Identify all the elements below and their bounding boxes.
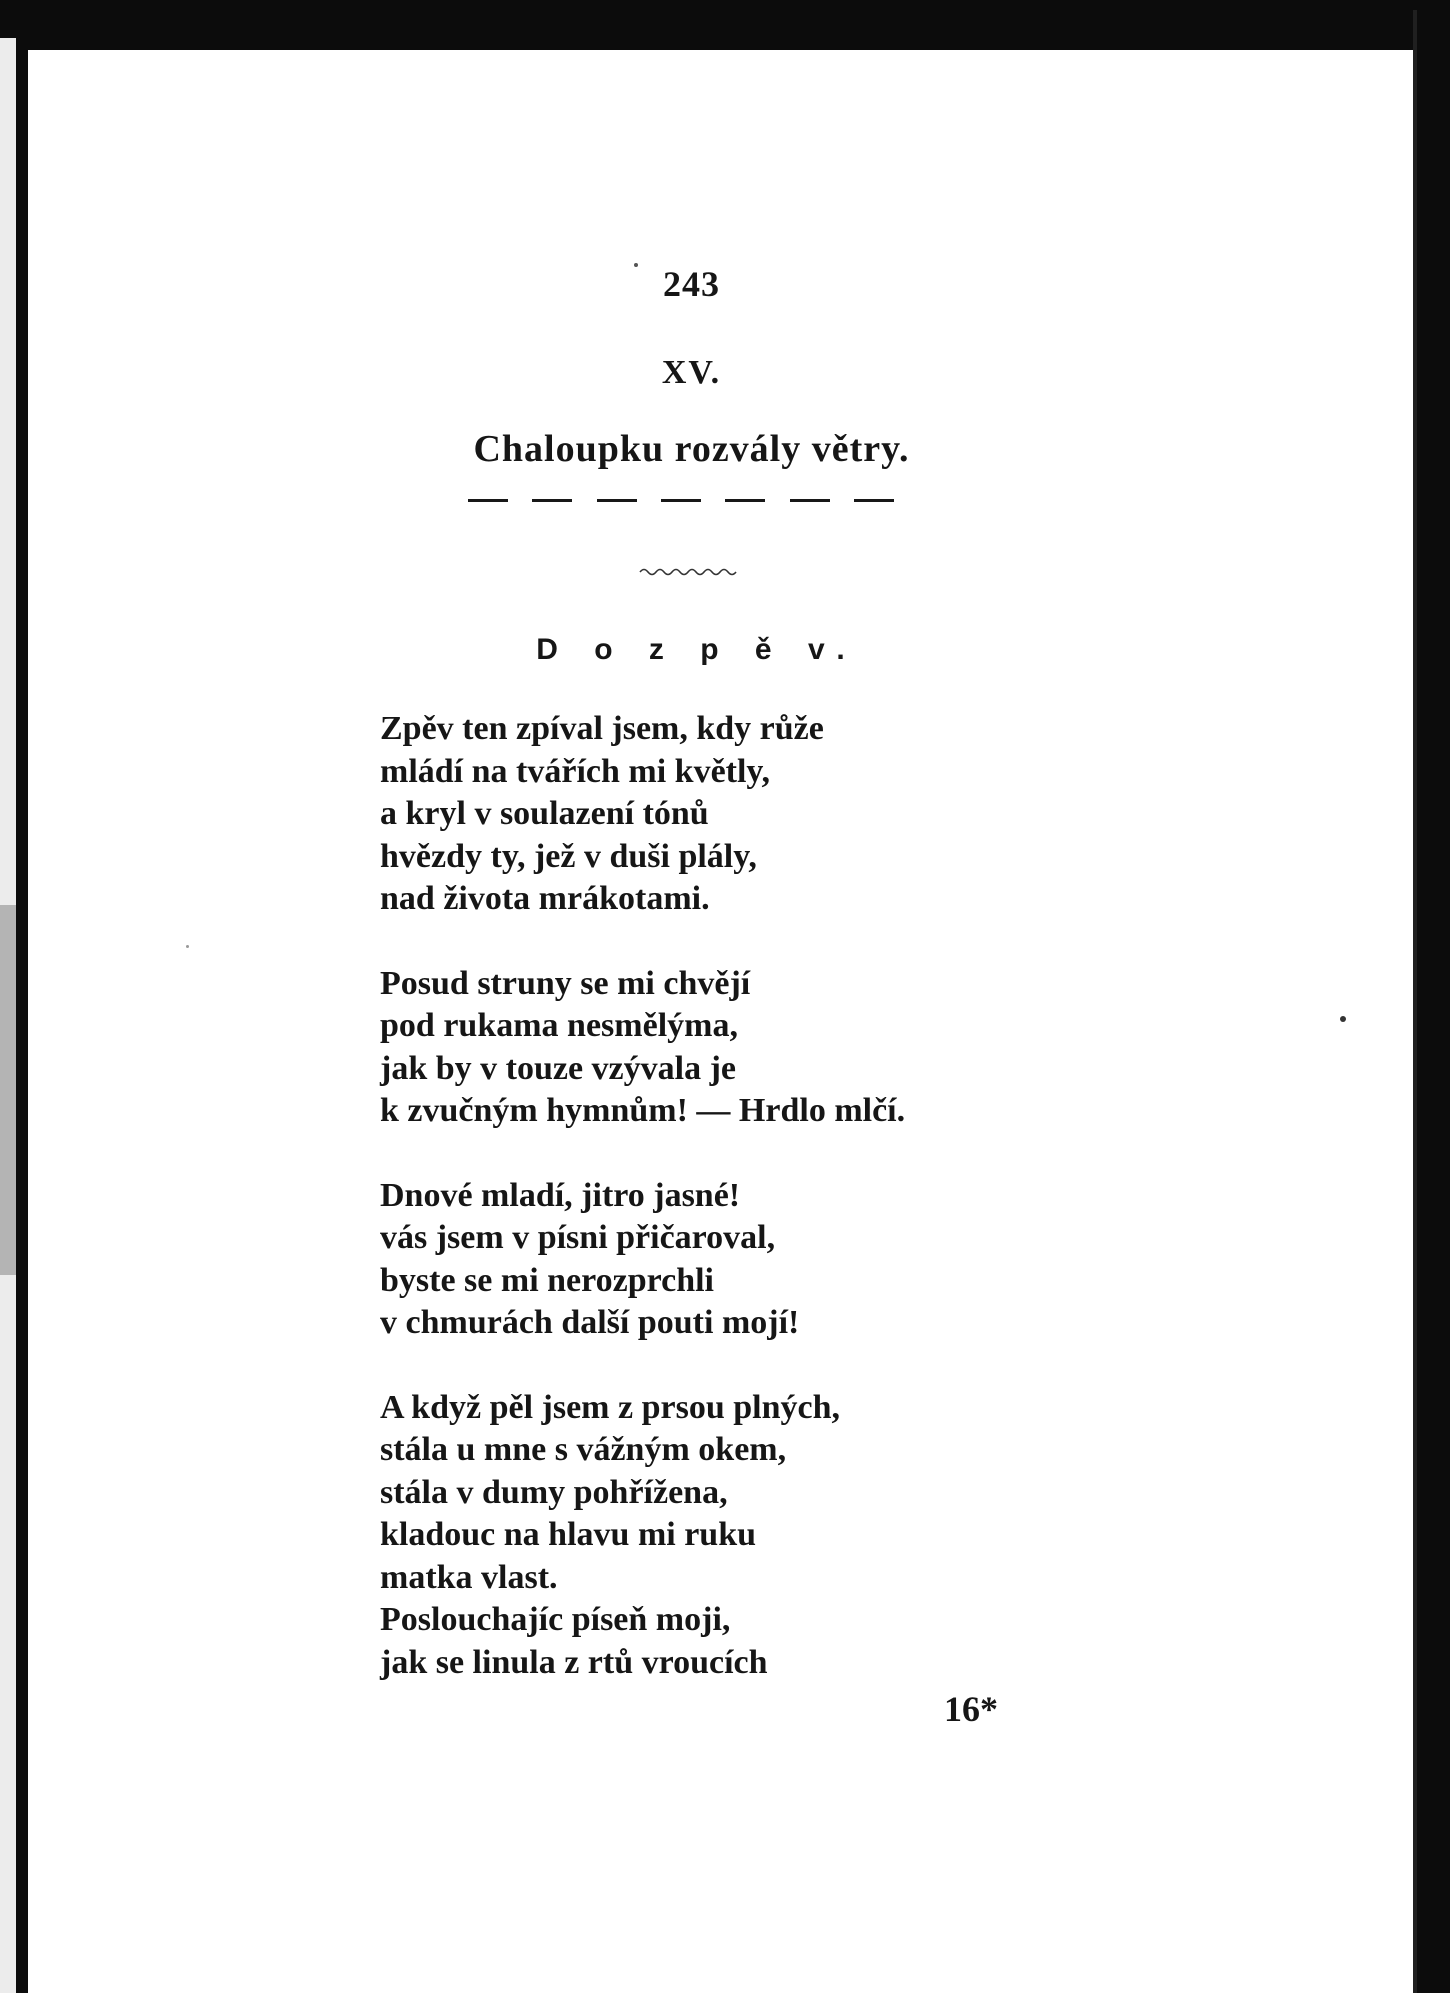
verse-line: vás jsem v písni přičaroval, <box>380 1219 776 1256</box>
verse-line: pod rukama nesmělýma, <box>380 1007 738 1044</box>
verse-line: Dnové mladí, jitro jasné! <box>380 1176 741 1214</box>
rule-dash <box>790 499 830 502</box>
stanza <box>380 708 905 921</box>
verse-line: Zpěv ten zpíval jsem, kdy růže <box>380 710 824 747</box>
signature-mark: 16* <box>944 1689 998 1729</box>
verse-line: matka vlast. <box>380 1558 558 1596</box>
verse-line: jak by v touze vzývala je <box>380 1049 737 1087</box>
verse-line: Poslouchajíc píseň moji, <box>380 1601 731 1638</box>
stanza <box>380 1175 905 1345</box>
adjacent-page-shadow <box>0 905 16 1275</box>
stanza <box>380 1387 905 1685</box>
rule-dash <box>661 499 701 502</box>
verse-line: A když pěl jsem z prsou plných, <box>380 1388 840 1426</box>
verse-line: hvězdy ty, jež v duši plály, <box>380 837 757 875</box>
section-number: XV. <box>661 354 722 391</box>
poem-body <box>380 708 905 1684</box>
dashed-rule <box>468 499 894 502</box>
wavy-ornament <box>638 564 742 576</box>
rule-dash <box>597 499 637 502</box>
verse-line: byste se mi nerozprchli <box>380 1261 714 1299</box>
verse-line: jak se linula z rtů vroucích <box>380 1643 768 1681</box>
poem-heading: D o z p ě v. <box>536 633 859 666</box>
page-right-edge <box>1413 10 1417 1993</box>
verse-line: kladouc na hlavu mi ruku <box>380 1516 757 1553</box>
verse-line: k zvučným hymnům! — Hrdlo mlčí. <box>380 1092 906 1129</box>
verse-line: nad života mrákotami. <box>380 880 710 917</box>
verse-line: mládí na tvářích mi květly, <box>380 752 771 790</box>
section-title: Chaloupku rozvály větry. <box>473 428 910 470</box>
verse-line: a kryl v soulazení tónů <box>380 795 709 832</box>
rule-dash <box>725 499 765 502</box>
rule-dash <box>854 499 894 502</box>
printing-speck <box>186 945 189 948</box>
printing-speck <box>1340 1016 1346 1022</box>
verse-line: v chmurách další pouti mojí! <box>380 1304 800 1341</box>
book-page <box>28 50 1413 1993</box>
verse-line: stála u mne s vážným okem, <box>380 1431 787 1468</box>
stanza <box>380 963 905 1133</box>
verse-line: Posud struny se mi chvějí <box>380 964 751 1002</box>
page-number: 243 <box>663 264 720 304</box>
rule-dash <box>532 499 572 502</box>
verse-line: stála v dumy pohřížena, <box>380 1473 728 1511</box>
rule-dash <box>468 499 508 502</box>
